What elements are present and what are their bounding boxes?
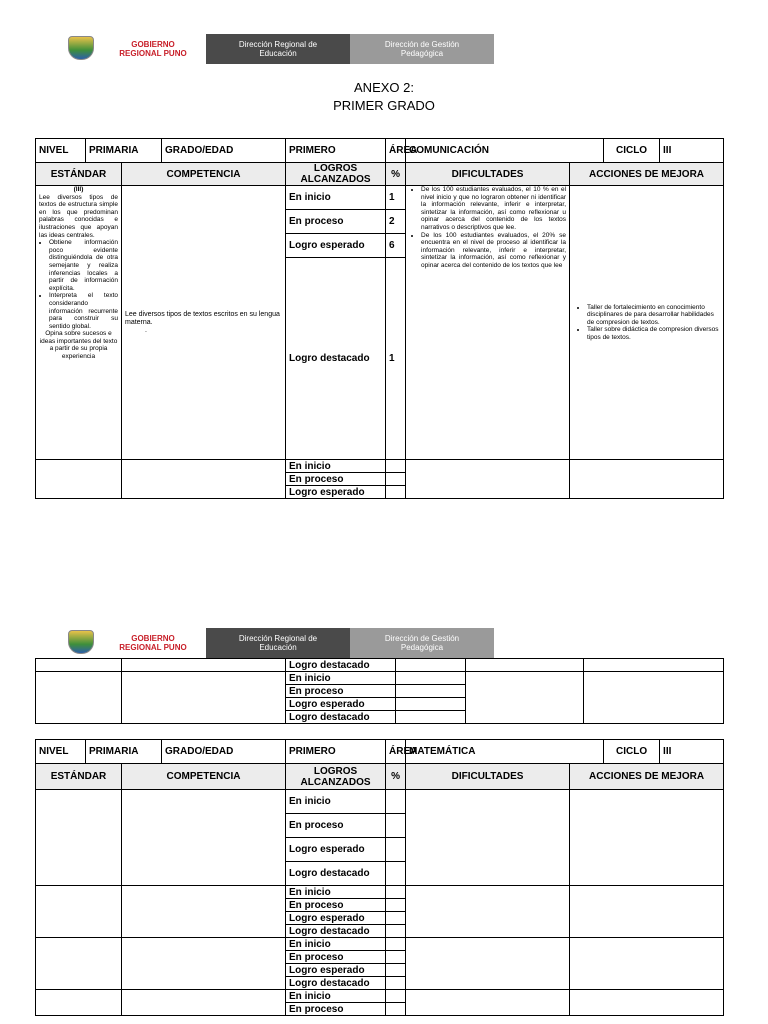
estandar-cell [36,186,122,460]
level-proceso: En proceso [286,473,386,486]
continuation-table [35,658,724,724]
level-proceso: En proceso [286,899,386,912]
area-label: ÁREA [386,740,406,764]
grado-value: PRIMERO [286,139,386,163]
level-esperado: Logro esperado [286,964,386,977]
nivel-value: PRIMARIA [86,139,162,163]
regional-logo [62,34,100,64]
pct-esperado: 6 [386,234,406,258]
estandar-intro: Lee diversos tipos de textos de estructura simple en los que predominan palabras conocidas e ilustraciones que apoyan las ideas centrales. [39,193,118,239]
ciclo-value: III [660,740,724,764]
regional-logo [62,628,100,658]
empty-acciones [570,790,724,886]
shield-icon [68,36,94,60]
competencia-header: COMPETENCIA [122,163,286,186]
empty-competencia [122,886,286,938]
pct-empty [386,925,406,938]
institution-header-page2 [62,628,494,658]
pct-empty [396,672,466,685]
level-esperado: Logro esperado [286,912,386,925]
grado-label: GRADO/EDAD [162,740,286,764]
pct-header: % [386,764,406,790]
grade-title: PRIMER GRADO [333,98,435,113]
level-destacado: Logro destacado [286,258,386,460]
competencia-header: COMPETENCIA [122,764,286,790]
empty-estandar [36,790,122,886]
empty-acciones [570,460,724,499]
level-destacado: Logro destacado [286,977,386,990]
competencia-dot: . [145,326,147,334]
nivel-value: PRIMARIA [86,740,162,764]
dificultades-cell [406,186,570,460]
pct-empty [396,685,466,698]
nivel-label: NIVEL [36,139,86,163]
level-destacado: Logro destacado [286,925,386,938]
level-esperado: Logro esperado [286,838,386,862]
level-proceso: En proceso [286,210,386,234]
pct-empty [396,711,466,724]
dificultad-2: • De los 100 estudiantes evaluados, el 20% se encuentra en el nivel de proceso al identificar la información relevante, inferir e interpretar, sintetizar la información, así como reflexionar y opinar acerca del contenido de los textos que lee [421,232,566,270]
pct-empty [386,1003,406,1016]
level-destacado: Logro destacado [286,659,396,672]
ciclo-value: III [660,139,724,163]
level-inicio: En inicio [286,460,386,473]
empty-dificultades [406,790,570,886]
accion-2: • Taller sobre didáctica de compresion diversos tipos de textos. [587,326,720,341]
level-inicio: En inicio [286,672,396,685]
pct-empty [386,886,406,899]
header-dre [206,628,350,658]
dificultades-header: DIFICULTADES [406,764,570,790]
nivel-label: NIVEL [36,740,86,764]
level-esperado: Logro esperado [286,234,386,258]
header-dgp-line2: Pedagógica [400,643,444,652]
acciones-header: ACCIONES DE MEJORA [570,764,724,790]
math-table [35,739,724,1016]
pct-empty [386,486,406,499]
header-dgp-line2: Pedagógica [400,49,444,58]
dificultades-header: DIFICULTADES [406,163,570,186]
level-inicio: En inicio [286,990,386,1003]
logros-header: LOGROS ALCANZADOS [286,163,386,186]
estandar-bullet-2: • Interpreta el texto considerando información recurrente para construir su sentido global. [49,292,118,330]
level-proceso: En proceso [286,685,396,698]
institution-header [62,34,494,64]
pct-empty [386,951,406,964]
level-destacado: Logro destacado [286,862,386,886]
empty-acciones [570,886,724,938]
empty-dificultades [406,460,570,499]
header-gobierno-line1: GOBIERNO [131,40,175,49]
empty-dificultades [466,659,584,672]
level-inicio: En inicio [286,938,386,951]
level-esperado: Logro esperado [286,698,396,711]
level-inicio: En inicio [286,790,386,814]
empty-acciones [584,659,724,672]
ciclo-label: CICLO [604,139,660,163]
header-gobierno-line2: REGIONAL PUNO [119,49,187,58]
pct-header: % [386,163,406,186]
empty-dificultades [406,938,570,990]
area-value: MATEMÁTICA [406,740,604,764]
logros-header: LOGROS ALCANZADOS [286,764,386,790]
empty-dificultades [406,990,570,1016]
area-label: ÁREA [386,139,406,163]
empty-estandar [36,938,122,990]
empty-competencia [122,938,286,990]
header-gobierno [100,628,206,658]
level-inicio: En inicio [286,886,386,899]
empty-acciones [584,672,724,724]
empty-estandar [36,886,122,938]
pct-destacado: 1 [386,258,406,460]
pct-empty [386,862,406,886]
pct-empty [386,473,406,486]
header-dgp-line1: Dirección de Gestión [384,634,460,643]
level-proceso: En proceso [286,951,386,964]
empty-competencia [122,460,286,499]
acciones-cell [570,186,724,460]
header-dre-line1: Dirección Regional de [238,40,318,49]
level-inicio: En inicio [286,186,386,210]
level-destacado: Logro destacado [286,711,396,724]
competencia-cell [122,186,286,460]
empty-competencia [122,659,286,672]
empty-acciones [570,990,724,1016]
header-dre-line1: Dirección Regional de [238,634,318,643]
empty-dificultades [406,886,570,938]
empty-competencia [122,990,286,1016]
pct-empty [386,964,406,977]
empty-dificultades [466,672,584,724]
level-esperado: Logro esperado [286,486,386,499]
competencia-text: Lee diversos tipos de textos escritos en su lengua materna. [125,310,280,326]
grado-value: PRIMERO [286,740,386,764]
estandar-header: ESTÁNDAR [36,764,122,790]
pct-empty [386,990,406,1003]
pct-empty [386,814,406,838]
header-gobierno-line2: REGIONAL PUNO [119,643,187,652]
empty-estandar [36,990,122,1016]
header-dgp-line1: Dirección de Gestión [384,40,460,49]
communication-table [35,138,724,499]
acciones-header: ACCIONES DE MEJORA [570,163,724,186]
level-proceso: En proceso [286,814,386,838]
header-dre-line2: Educación [259,49,297,58]
empty-estandar [36,659,122,672]
pct-empty [386,977,406,990]
empty-competencia [122,672,286,724]
annex-title: ANEXO 2: [354,80,414,95]
level-proceso: En proceso [286,1003,386,1016]
pct-empty [386,790,406,814]
pct-empty [396,698,466,711]
pct-empty [386,838,406,862]
estandar-header: ESTÁNDAR [36,163,122,186]
area-value: COMUNICACIÓN [406,139,604,163]
grado-label: GRADO/EDAD [162,139,286,163]
header-dgp [350,34,494,64]
header-dre [206,34,350,64]
pct-empty [386,460,406,473]
pct-empty [386,912,406,925]
shield-icon [68,630,94,654]
pct-empty [396,659,466,672]
dificultad-1: • De los 100 estudiantes evaluados, el 10 % en el nivel inicio y que no lograron obtener ni identificar la información relevante, inferir e interpretar, sintetizar la información, así como reflexionar u opinar acerca del contenido de los textos narrativos o descriptivos que lee. [421,186,566,232]
pct-empty [386,899,406,912]
empty-acciones [570,938,724,990]
pct-empty [386,938,406,951]
empty-competencia [122,790,286,886]
estandar-bullet-1: • Obtiene información poco evidente distinguiéndola de otra semejante y realiza inferencias locales a partir de información explícita. [49,239,118,292]
estandar-head: (III) [73,186,84,193]
estandar-end: Opina sobre sucesos e ideas importantes del texto a partir de su propia experiencia [39,330,118,361]
accion-1: • Taller de fortalecimiento en conocimiento disciplinares de para desarrollar habilidades de compresion de textos. [587,304,720,327]
pct-proceso: 2 [386,210,406,234]
header-gobierno-line1: GOBIERNO [131,634,175,643]
header-dgp [350,628,494,658]
header-dre-line2: Educación [259,643,297,652]
ciclo-label: CICLO [604,740,660,764]
header-gobierno [100,34,206,64]
empty-estandar [36,460,122,499]
pct-inicio: 1 [386,186,406,210]
empty-estandar [36,672,122,724]
